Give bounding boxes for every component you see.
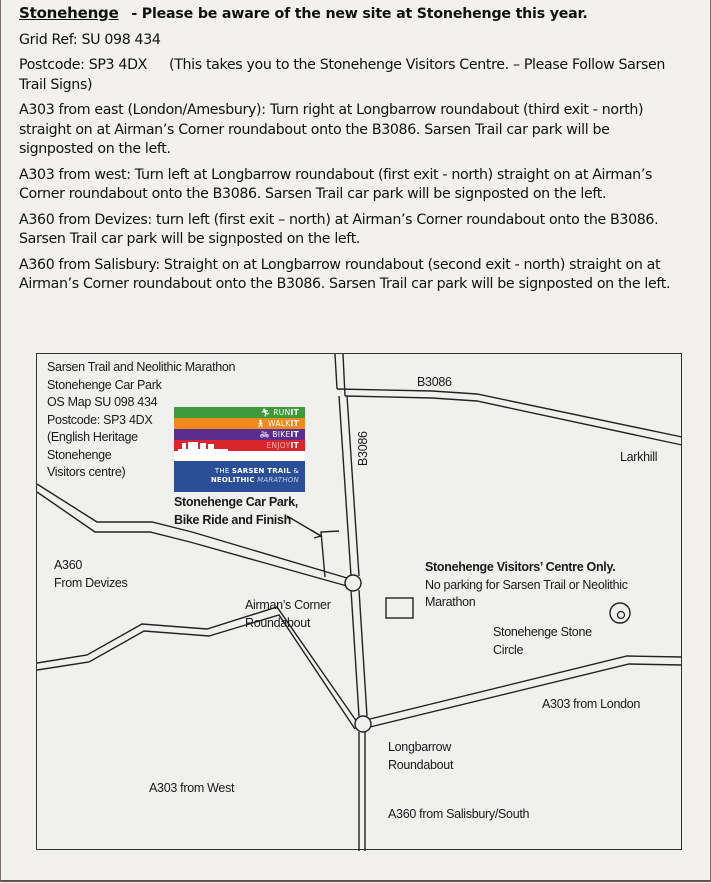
longbarrow-roundabout xyxy=(355,716,371,732)
road-b3086-north-edge xyxy=(337,389,682,437)
label-a303-london: A303 from London xyxy=(542,697,641,711)
logo-divider xyxy=(174,451,305,461)
label-longbarrow: Longbarrow Roundabout xyxy=(388,740,454,772)
label-a360-salisbury: A360 from Salisbury/South xyxy=(388,807,530,821)
postcode: Postcode: SP3 4DX xyxy=(19,57,148,73)
info-line: Visitors centre) xyxy=(47,465,126,479)
logo-band-enjoy: ENJOYIT xyxy=(174,440,305,451)
label-stone-circle: Stonehenge Stone Circle xyxy=(493,625,592,657)
info-line: Sarsen Trail and Neolithic Marathon xyxy=(47,360,236,374)
logo-band-walk: 🚶︎ WALKIT xyxy=(174,418,305,429)
title-note: - Please be aware of the new site at Stonehenge this year. xyxy=(131,6,588,22)
label-b3086-vertical: B3086 xyxy=(356,431,370,466)
postcode-note: (This takes you to the Stonehenge Visitors Centre. – Please Follow Sarsen Trail Signs) xyxy=(19,57,666,93)
label-visitors-centre: Stonehenge Visitors’ Centre Only. No parking for Sarsen Trail or Neolithic Marathon xyxy=(425,560,628,609)
label-a360-devizes: A360 From Devizes xyxy=(54,558,128,590)
logo-title: THE SARSEN TRAIL & NEOLITHIC MARATHON xyxy=(174,461,305,492)
directions-text xyxy=(19,4,679,301)
info-line: Stonehenge Car Park xyxy=(47,377,162,392)
title-line xyxy=(19,4,679,25)
car-park-marker xyxy=(321,531,339,577)
label-a303-west: A303 from West xyxy=(149,781,235,795)
label-larkhill: Larkhill xyxy=(620,450,658,464)
direction-a360-salisbury: A360 from Salisbury: Straight on at Longbarrow roundabout (second exit - north) straight on at Airman’s Corner roundabout onto the B3086. Sarsen Trail car park will be signposted on the left. xyxy=(19,256,671,292)
direction-a360-devizes: A360 from Devizes: turn left (first exit – north) at Airman’s Corner roundabout onto the B3086. Sarsen Trail car park will be signposted on the left. xyxy=(19,211,659,247)
postcode-line xyxy=(19,56,679,95)
logo-band-bike: 🚲︎ BIKEIT xyxy=(174,429,305,440)
info-line: (English Heritage xyxy=(47,430,138,444)
info-line: Stonehenge xyxy=(47,447,112,462)
info-line: Postcode: SP3 4DX xyxy=(47,412,153,427)
label-car-park: Stonehenge Car Park, Bike Ride and Finish xyxy=(174,495,298,527)
road-b3086-south-edge xyxy=(345,396,682,445)
logo-band-run: 🏃︎ RUNIT xyxy=(174,407,305,418)
direction-a303-west: A303 from west: Turn left at Longbarrow roundabout (first exit - north) straight on at Airman’s Corner roundabout onto the B3086. Sarsen Trail car park will be signposted on the left. xyxy=(19,166,653,202)
route-map xyxy=(36,353,682,850)
grid-ref: Grid Ref: SU 098 434 xyxy=(19,31,161,48)
airmans-corner-roundabout xyxy=(345,575,361,591)
visitors-centre-marker xyxy=(386,598,413,618)
label-airmans-corner: Airman’s Corner Roundabout xyxy=(245,598,331,630)
label-b3086-top: B3086 xyxy=(417,375,452,389)
sarsen-trail-logo xyxy=(174,407,305,492)
walker-icon: 🚶︎ xyxy=(255,419,266,428)
cyclist-icon: 🚲︎ xyxy=(259,430,270,439)
stonehenge-silhouette-icon xyxy=(178,440,228,451)
runner-icon: 🏃︎ xyxy=(260,408,271,417)
direction-a303-east: A303 from east (London/Amesbury): Turn right at Longbarrow roundabout (third exit - north) straight on at Airman’s Corner roundabout onto the B3086. Sarsen Trail car park will be signposted on the left. xyxy=(19,102,644,157)
info-line: OS Map SU 098 434 xyxy=(47,395,158,409)
page-title: Stonehenge xyxy=(19,4,119,22)
